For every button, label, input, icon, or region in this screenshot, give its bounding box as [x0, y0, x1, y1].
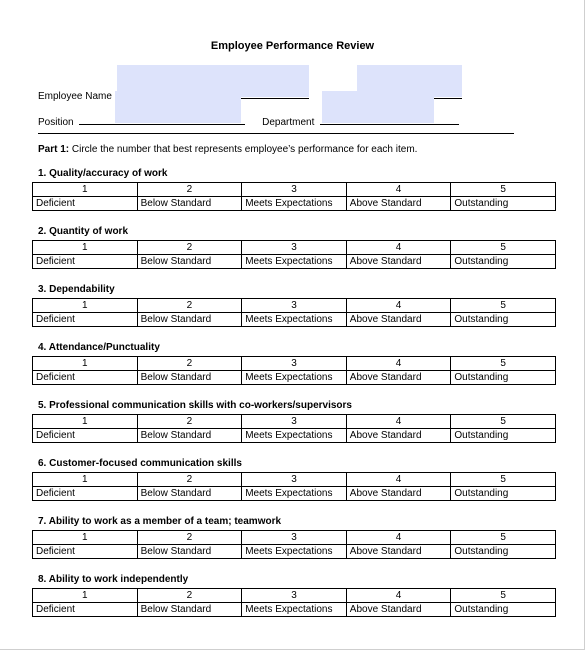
rating-option[interactable]: 5	[451, 357, 556, 371]
rating-option[interactable]: 4	[346, 473, 451, 487]
item-heading: 7. Ability to work as a member of a team; teamwork	[38, 516, 282, 527]
rating-option[interactable]: 4	[346, 589, 451, 603]
rating-table	[32, 298, 556, 327]
rating-label-row	[33, 603, 556, 617]
rating-label-row	[33, 371, 556, 385]
rating-label-row	[33, 487, 556, 501]
rating-label: Meets Expectations	[242, 603, 347, 617]
employee-name-label: Employee Name	[38, 91, 112, 102]
item-heading: 6. Customer-focused communication skills	[38, 458, 242, 469]
rating-label: Deficient	[33, 429, 138, 443]
rating-option[interactable]: 1	[33, 589, 138, 603]
rating-label: Meets Expectations	[242, 371, 347, 385]
rating-option[interactable]: 3	[242, 357, 347, 371]
rating-label: Deficient	[33, 603, 138, 617]
rating-option[interactable]: 3	[242, 299, 347, 313]
rating-label: Outstanding	[451, 313, 556, 327]
rating-option[interactable]: 2	[137, 415, 242, 429]
item-heading: 8. Ability to work independently	[38, 574, 189, 585]
rating-option[interactable]: 1	[33, 415, 138, 429]
item-heading: 3. Dependability	[38, 284, 115, 295]
rating-label: Meets Expectations	[242, 255, 347, 269]
rating-label: Below Standard	[137, 429, 242, 443]
rating-label: Above Standard	[346, 313, 451, 327]
rating-label: Below Standard	[137, 487, 242, 501]
rating-option[interactable]: 5	[451, 241, 556, 255]
rating-label: Outstanding	[451, 371, 556, 385]
rating-label: Meets Expectations	[242, 197, 347, 211]
rating-label: Meets Expectations	[242, 429, 347, 443]
rating-option[interactable]: 1	[33, 241, 138, 255]
rating-option[interactable]: 3	[242, 589, 347, 603]
rating-option[interactable]: 2	[137, 183, 242, 197]
rating-label: Above Standard	[346, 603, 451, 617]
rating-option[interactable]: 2	[137, 299, 242, 313]
rating-option[interactable]: 3	[242, 531, 347, 545]
rating-option[interactable]: 1	[33, 299, 138, 313]
rating-option[interactable]: 3	[242, 415, 347, 429]
rating-label: Below Standard	[137, 371, 242, 385]
rating-number-row	[33, 415, 556, 429]
rating-label: Meets Expectations	[242, 487, 347, 501]
rating-table	[32, 414, 556, 443]
rating-label: Outstanding	[451, 487, 556, 501]
rating-number-row	[33, 299, 556, 313]
rating-option[interactable]: 5	[451, 299, 556, 313]
rating-label: Above Standard	[346, 487, 451, 501]
rating-label-row	[33, 429, 556, 443]
rating-option[interactable]: 5	[451, 589, 556, 603]
department-field[interactable]	[320, 113, 459, 125]
rating-label: Deficient	[33, 313, 138, 327]
rating-option[interactable]: 4	[346, 357, 451, 371]
rating-label: Deficient	[33, 545, 138, 559]
rating-table	[32, 240, 556, 269]
rating-label: Meets Expectations	[242, 313, 347, 327]
rating-option[interactable]: 5	[451, 415, 556, 429]
section-divider	[38, 133, 514, 134]
rating-option[interactable]: 5	[451, 531, 556, 545]
rating-option[interactable]: 2	[137, 357, 242, 371]
rating-label: Below Standard	[137, 255, 242, 269]
department-fill	[322, 91, 434, 123]
rating-option[interactable]: 4	[346, 241, 451, 255]
rating-option[interactable]: 1	[33, 183, 138, 197]
rating-label-row	[33, 197, 556, 211]
rating-label-row	[33, 545, 556, 559]
rating-option[interactable]: 2	[137, 589, 242, 603]
department-label: Department	[262, 117, 315, 128]
rating-option[interactable]: 2	[137, 473, 242, 487]
rating-label: Outstanding	[451, 255, 556, 269]
rating-label-row	[33, 313, 556, 327]
rating-table	[32, 588, 556, 617]
part1-instructions	[38, 144, 417, 155]
rating-option[interactable]: 4	[346, 415, 451, 429]
rating-number-row	[33, 241, 556, 255]
item-heading: 2. Quantity of work	[38, 226, 129, 237]
rating-label: Outstanding	[451, 545, 556, 559]
page-title: Employee Performance Review	[210, 40, 375, 52]
rating-table	[32, 472, 556, 501]
rating-label: Deficient	[33, 255, 138, 269]
position-field[interactable]	[79, 113, 245, 125]
rating-label: Below Standard	[137, 603, 242, 617]
rating-option[interactable]: 4	[346, 299, 451, 313]
rating-label: Outstanding	[451, 429, 556, 443]
rating-option[interactable]: 1	[33, 473, 138, 487]
rating-label: Below Standard	[137, 545, 242, 559]
rating-label: Deficient	[33, 371, 138, 385]
rating-label: Above Standard	[346, 255, 451, 269]
rating-option[interactable]: 4	[346, 531, 451, 545]
rating-number-row	[33, 183, 556, 197]
rating-table	[32, 356, 556, 385]
rating-label: Below Standard	[137, 313, 242, 327]
position-row	[38, 113, 459, 128]
rating-label: Above Standard	[346, 545, 451, 559]
part1-prefix: Part 1:	[38, 144, 70, 155]
rating-option[interactable]: 3	[242, 473, 347, 487]
rating-option[interactable]: 3	[242, 241, 347, 255]
rating-number-row	[33, 473, 556, 487]
rating-option[interactable]: 1	[33, 531, 138, 545]
position-fill	[115, 91, 241, 123]
rating-label: Deficient	[33, 197, 138, 211]
rating-label: Outstanding	[451, 197, 556, 211]
position-label: Position	[38, 117, 74, 128]
part1-text: Circle the number that best represents employee’s performance for each item.	[69, 144, 418, 155]
rating-table	[32, 182, 556, 211]
rating-option[interactable]: 5	[451, 183, 556, 197]
rating-label: Meets Expectations	[242, 545, 347, 559]
rating-number-row	[33, 357, 556, 371]
rating-table	[32, 530, 556, 559]
rating-option[interactable]: 1	[33, 357, 138, 371]
item-heading: 5. Professional communication skills with co-workers/supervisors	[38, 400, 352, 411]
rating-label: Above Standard	[346, 429, 451, 443]
rating-label-row	[33, 255, 556, 269]
rating-number-row	[33, 589, 556, 603]
item-heading: 1. Quality/accuracy of work	[38, 168, 168, 179]
rating-option[interactable]: 4	[346, 183, 451, 197]
rating-label: Above Standard	[346, 371, 451, 385]
item-heading: 4. Attendance/Punctuality	[38, 342, 160, 353]
rating-label: Deficient	[33, 487, 138, 501]
rating-option[interactable]: 2	[137, 531, 242, 545]
rating-option[interactable]: 5	[451, 473, 556, 487]
rating-label: Above Standard	[346, 197, 451, 211]
rating-label: Outstanding	[451, 603, 556, 617]
rating-label: Below Standard	[137, 197, 242, 211]
rating-option[interactable]: 2	[137, 241, 242, 255]
rating-number-row	[33, 531, 556, 545]
rating-option[interactable]: 3	[242, 183, 347, 197]
